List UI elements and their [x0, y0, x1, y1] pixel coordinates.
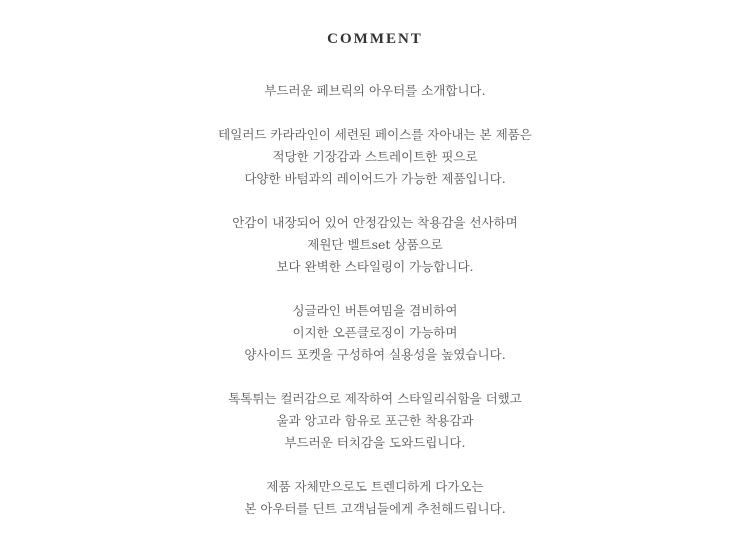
paragraph-material — [0, 388, 750, 454]
text-line: 싱글라인 버튼여밈을 겸비하여 — [292, 303, 458, 318]
paragraph-buttons — [0, 300, 750, 366]
text-line: 테일러드 카라라인이 세련된 페이스를 자아내는 본 제품은 — [218, 127, 532, 142]
paragraph-intro — [0, 80, 750, 102]
paragraph-recommendation — [0, 476, 750, 520]
comment-heading: COMMENT — [327, 31, 423, 47]
text-line: 제원단 벨트set 상품으로 — [307, 237, 443, 252]
text-line: 울과 앙고라 함유로 포근한 착용감과 — [276, 413, 474, 428]
text-line: 보다 완벽한 스타일링이 가능합니다. — [276, 259, 474, 274]
text-line: 양사이드 포켓을 구성하여 실용성을 높였습니다. — [244, 347, 506, 362]
paragraph-lining — [0, 212, 750, 278]
text-line: 본 아우터를 딘트 고객님들에게 추천해드립니다. — [244, 501, 506, 516]
text-line: 제품 자체만으로도 트렌디하게 다가오는 — [266, 479, 484, 494]
text-line: 안감이 내장되어 있어 안정감있는 착용감을 선사하며 — [232, 215, 518, 230]
comment-body — [0, 80, 750, 542]
paragraph-design — [0, 124, 750, 190]
text-line: 이지한 오픈클로징이 가능하며 — [292, 325, 458, 340]
text-line: 다양한 바텀과의 레이어드가 가능한 제품입니다. — [244, 171, 506, 186]
text-line: 부드러운 페브릭의 아우터를 소개합니다. — [264, 83, 486, 98]
text-line: 적당한 기장감과 스트레이트한 핏으로 — [272, 149, 478, 164]
text-line: 톡톡튀는 컬러감으로 제작하여 스타일리쉬함을 더했고 — [228, 391, 522, 406]
text-line: 부드러운 터치감을 도와드립니다. — [284, 435, 466, 450]
